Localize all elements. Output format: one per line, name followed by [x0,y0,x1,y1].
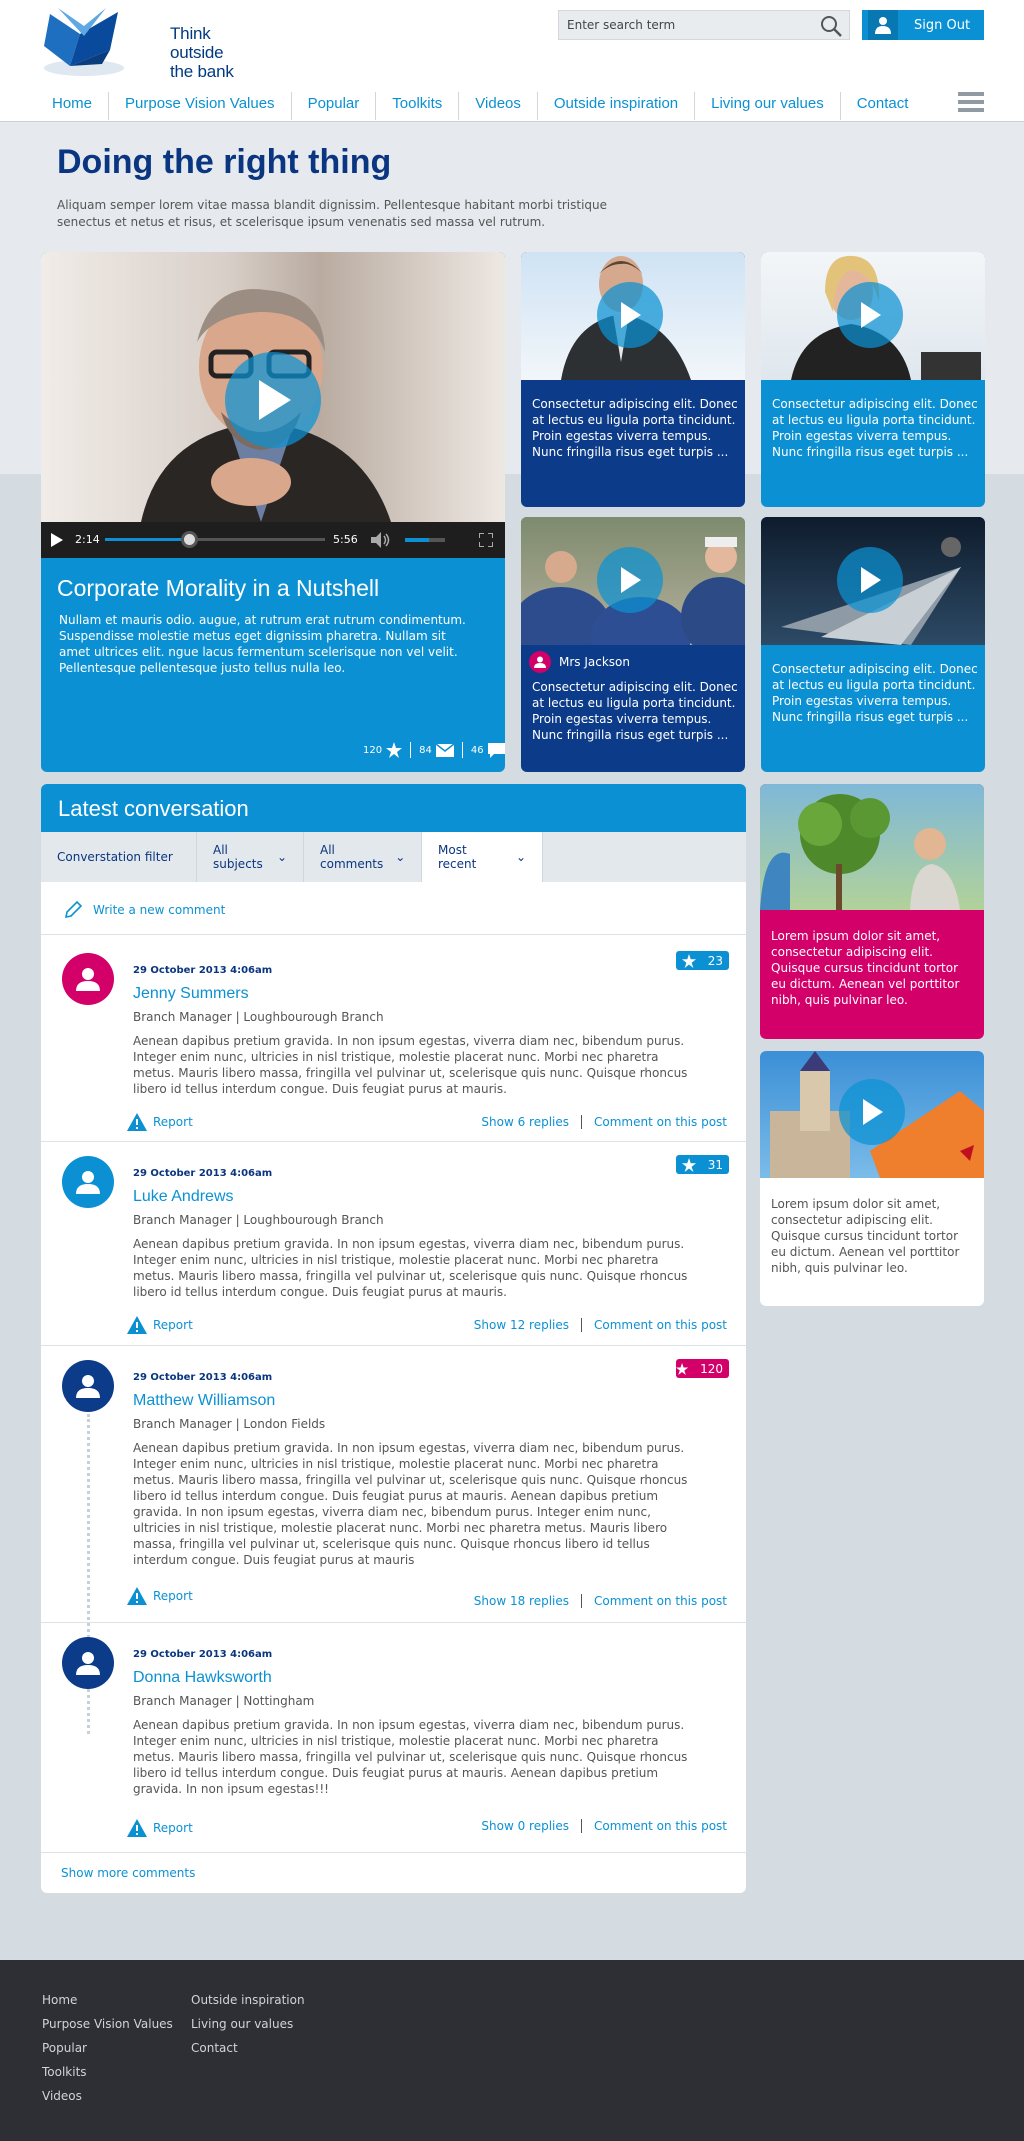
like-badge[interactable] [676,951,729,970]
search-input[interactable] [559,11,809,39]
chevron-down-icon: ⌄ [395,850,406,864]
sign-out-button[interactable] [862,10,984,40]
likes-stat[interactable] [355,742,410,758]
like-count: 23 [707,953,723,968]
warning-icon [127,1316,147,1334]
avatar[interactable] [62,953,114,1005]
like-badge[interactable] [676,1359,729,1378]
post-role: Branch Manager | London Fields [133,1417,326,1431]
chevron-down-icon: ⌄ [276,850,287,864]
email-stat[interactable] [410,742,462,758]
user-icon [868,10,898,40]
write-comment-label: Write a new comment [93,903,226,917]
page-intro: Aliquam semper lorem vitae massa blandit dignissim. Pellentesque habitant morbi tristique senectus et netus et risus, et scelerisque ipsum venenatis sed massa vel rutrum. [57,198,608,229]
sign-out-label: Sign Out [914,17,971,33]
report-link[interactable] [127,1587,193,1605]
filter-most-recent-label: Most recent [438,843,477,871]
video-tile-4[interactable] [761,517,985,772]
video-tile-1[interactable] [521,252,745,507]
report-link[interactable] [127,1819,193,1837]
video-stats [355,742,505,758]
video-total-time: 5:56 [333,533,358,546]
video-description: Nullam et mauris odio. augue, at rutrum erat rutrum condimentum. Suspendisse molestie metus eget dignissim pharetra. Nullam sit amet ultrices elit. ngue lacus fermentum scelerisque non vel velit. Pellentesque pellentesque justo tellus nulla leo. [59,613,466,675]
video-thumbnail[interactable] [41,252,505,522]
report-link[interactable] [127,1113,193,1131]
nav-toolkits[interactable]: Toolkits [376,92,459,120]
volume-fill [405,538,429,542]
search-box [558,10,850,40]
site-header [0,0,1024,122]
footer-link-purpose[interactable]: Purpose Vision Values [42,2017,173,2031]
post-date: 29 October 2013 4:06am [133,965,273,976]
likes-count: 120 [363,744,383,756]
fullscreen-icon[interactable] [479,533,493,547]
featured-video-card [41,252,505,772]
video-title[interactable]: Corporate Morality in a Nutshell [57,575,380,601]
avatar [529,651,551,673]
post-role: Branch Manager | Loughbourough Branch [133,1010,384,1024]
tile-4-text: Consectetur adipiscing elit. Donec at lectus eu ligula porta tincidunt. Proin egestas viverra tempus. Nunc fringilla risus eget turpis ... [772,662,978,724]
star-icon [676,1362,688,1376]
comment-on-post-link[interactable]: Comment on this post [581,1318,727,1332]
footer-link-home[interactable]: Home [42,1993,78,2007]
filter-subjects[interactable] [197,832,304,882]
avatar[interactable] [62,1156,114,1208]
report-label: Report [153,1318,193,1332]
play-icon[interactable] [839,1079,905,1145]
write-comment-link[interactable] [63,900,225,920]
nav-contact[interactable]: Contact [856,95,909,112]
logo-mark-icon [40,6,130,78]
conversation-title: Latest conversation [41,784,746,832]
footer-link-videos[interactable]: Videos [42,2089,82,2103]
report-label: Report [153,1115,193,1129]
video-progress-track[interactable] [105,538,325,541]
video-tile-3[interactable] [521,517,745,772]
post-author[interactable]: Luke Andrews [133,1188,234,1205]
video-progress-fill [105,538,189,541]
tile-1-text: Consectetur adipiscing elit. Donec at lectus eu ligula porta tincidunt. Proin egestas viverra tempus. Nunc fringilla risus eget turpis ... [532,397,738,459]
side-card-1-text: Lorem ipsum dolor sit amet, consectetur adipiscing elit. Quisque cursus tincidunt tortor eu dictum. Aenean vel porttitor nibh, quis pulvinar leo. [771,929,960,1007]
comments-count: 46 [470,744,484,756]
show-replies-link[interactable]: Show 0 replies [481,1819,569,1833]
star-icon [682,954,696,968]
report-label: Report [153,1589,193,1603]
filter-comments-label: All comments [320,843,384,871]
pencil-icon [63,900,83,920]
warning-icon [127,1113,147,1131]
comment-on-post-link[interactable]: Comment on this post [581,1594,727,1608]
comment-post [41,1622,746,1852]
nav-living-our-values[interactable]: Living our values [695,92,841,120]
logo[interactable] [40,6,250,81]
side-card-2-text: Lorem ipsum dolor sit amet, consectetur adipiscing elit. Quisque cursus tincidunt tortor eu dictum. Aenean vel porttitor nibh, quis pulvinar leo. [771,1197,960,1275]
play-icon[interactable] [837,282,903,348]
comments-stat[interactable] [462,742,505,758]
tile-author-name: Mrs Jackson [559,655,630,669]
filter-subjects-label: All subjects [213,843,263,871]
play-icon[interactable] [225,352,321,448]
tile-3-text: Consectetur adipiscing elit. Donec at lectus eu ligula porta tincidunt. Proin egestas viverra tempus. Nunc fringilla risus eget turpis ... [532,680,738,742]
show-replies-link[interactable]: Show 12 replies [473,1318,569,1332]
comment-on-post-link[interactable]: Comment on this post [581,1115,727,1129]
nav-popular[interactable]: Popular [292,92,377,120]
post-body: Aenean dapibus pretium gravida. In non ipsum egestas, viverra diam nec, bibendum purus. Integer enim nunc, ultricies in nisl tristique, molestie placerat nunc. Morbi nec pharetra metus. Mauris libero massa, fringilla vel pulvinar ut, scelerisque quis nunc. Quisque rhoncus libero id tellus interdum congue. Duis feugiat purus at mauris. [133,1034,688,1096]
post-date: 29 October 2013 4:06am [133,1372,273,1383]
tile-author[interactable] [529,651,630,673]
video-scrubber[interactable] [181,531,198,548]
post-actions [462,1318,727,1332]
like-count: 31 [707,1157,723,1172]
post-author[interactable]: Donna Hawksworth [133,1669,272,1686]
filter-label: Converstation filter [41,832,197,882]
volume-icon[interactable] [371,532,391,548]
comment-post [41,1345,746,1622]
logo-line-2: the bank [170,62,234,81]
report-label: Report [153,1821,193,1835]
nav-home[interactable]: Home [40,92,109,120]
video-current-time: 2:14 [75,533,100,546]
footer-link-outside-inspiration[interactable]: Outside inspiration [191,1993,305,2007]
filter-most-recent[interactable] [422,832,543,882]
menu-icon[interactable] [958,92,984,112]
filter-comments[interactable] [304,832,422,882]
video-tile-2[interactable] [761,252,985,507]
post-actions [469,1819,727,1833]
play-icon[interactable] [597,282,663,348]
report-link[interactable] [127,1316,193,1334]
divider [41,1852,746,1853]
post-actions [469,1115,727,1129]
side-card-2[interactable] [760,1051,984,1306]
like-badge[interactable] [676,1155,729,1174]
video-controls [41,522,505,558]
tile-2-text: Consectetur adipiscing elit. Donec at lectus eu ligula porta tincidunt. Proin egestas viverra tempus. Nunc fringilla risus eget turpis ... [772,397,978,459]
post-author[interactable]: Jenny Summers [133,985,249,1002]
footer-link-toolkits[interactable]: Toolkits [42,2065,87,2079]
show-more-comments-link[interactable]: Show more comments [61,1866,196,1880]
conversation-filters [41,832,746,882]
comment-post [41,934,746,1141]
play-small-icon[interactable] [51,533,63,547]
main-nav [40,92,924,120]
show-replies-link[interactable]: Show 18 replies [473,1594,569,1608]
post-body: Aenean dapibus pretium gravida. In non ipsum egestas, viverra diam nec, bibendum purus. Integer enim nunc, ultricies in nisl tristique, molestie placerat nunc. Morbi nec pharetra metus. Mauris libero massa, fringilla vel pulvinar ut, scelerisque quis nunc. Quisque rhoncus libero id tellus interdum congue. Duis feugiat purus at mauris. [133,1237,688,1299]
post-date: 29 October 2013 4:06am [133,1168,273,1179]
post-actions [462,1594,727,1608]
footer-link-contact[interactable]: Contact [191,2041,238,2055]
footer-link-living-values[interactable]: Living our values [191,2017,294,2031]
post-body: Aenean dapibus pretium gravida. In non ipsum egestas, viverra diam nec, bibendum purus. Integer enim nunc, ultricies in nisl tristique, molestie placerat nunc. Morbi nec pharetra metus. Mauris libero massa, fringilla vel pulvinar ut, scelerisque quis nunc. Quisque rhoncus libero id tellus interdum congue. Duis feugiat purus at mauris. Aenean dapibus pretium gravida. In non ipsum egestas!!! [133,1718,688,1796]
comment-on-post-link[interactable]: Comment on this post [581,1819,727,1833]
like-count: 120 [700,1361,723,1376]
play-icon[interactable] [597,547,663,613]
emails-count: 84 [419,744,432,756]
footer-link-popular[interactable]: Popular [42,2041,87,2055]
avatar[interactable] [62,1360,114,1412]
star-icon [386,742,402,758]
post-role: Branch Manager | Loughbourough Branch [133,1213,384,1227]
search-icon[interactable] [819,14,843,38]
post-author[interactable]: Matthew Williamson [133,1392,276,1409]
nav-videos[interactable]: Videos [459,92,538,120]
chat-icon [488,743,505,758]
chevron-down-icon: ⌄ [515,850,526,864]
show-replies-link[interactable]: Show 6 replies [481,1115,569,1129]
latest-conversation [41,784,746,1893]
post-role: Branch Manager | Nottingham [133,1694,315,1708]
avatar[interactable] [62,1637,114,1689]
mail-icon [436,744,454,757]
nav-purpose-vision-values[interactable]: Purpose Vision Values [109,92,292,120]
logo-text [170,24,250,81]
site-footer [0,1960,1024,2141]
logo-line-1: Think outside [170,24,224,62]
page-title: Doing the right thing [57,143,392,181]
side-card-1[interactable] [760,784,984,1039]
volume-track[interactable] [405,538,445,542]
play-icon[interactable] [837,547,903,613]
side-card-1-image [760,784,984,910]
comment-post [41,1141,746,1345]
post-date: 29 October 2013 4:06am [133,1649,273,1660]
nav-outside-inspiration[interactable]: Outside inspiration [538,92,695,120]
warning-icon [127,1587,147,1605]
post-body: Aenean dapibus pretium gravida. In non ipsum egestas, viverra diam nec, bibendum purus. Integer enim nunc, ultricies in nisl tristique, molestie placerat nunc. Morbi nec pharetra metus. Mauris libero massa, fringilla vel pulvinar ut, scelerisque quis nunc. Quisque rhoncus libero id tellus interdum congue. Duis feugiat purus at mauris. Aenean dapibus pretium gravida. In non ipsum egestas, viverra diam nec, bibendum purus. Integer enim nunc, ultricies in nisl tristique, molestie placerat nunc. Morbi nec pharetra metus. Mauris libero massa, fringilla vel pulvinar ut, scelerisque quis nunc. Quisque rhoncus libero id tellus interdum congue. Duis feugiat purus at mauris [133,1441,688,1567]
warning-icon [127,1819,147,1837]
star-icon [682,1158,696,1172]
